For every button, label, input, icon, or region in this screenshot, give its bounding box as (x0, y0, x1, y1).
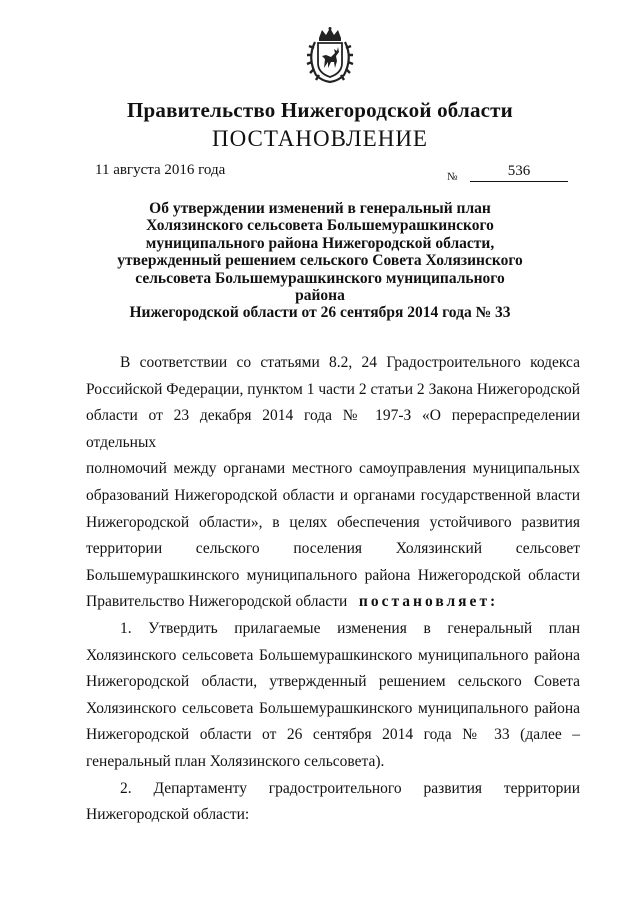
decree-word: постановляет: (358, 593, 499, 611)
title-line: Нижегородской области от 26 сентября 2014 года № 33 (129, 304, 511, 322)
preamble-paragraph (86, 350, 580, 616)
text-line: образований Нижегородской области и органами государственной власти (86, 486, 580, 504)
text-line: Нижегородской области: (86, 806, 250, 824)
text-line: Нижегородской области, утвержденный решением сельского Совета (86, 673, 580, 691)
text-line: полномочий между органами местного самоуправления муниципальных (86, 460, 580, 478)
document-body (86, 350, 580, 829)
document-title (110, 200, 530, 322)
text-line: Большемурашкинского муниципального района Нижегородской области (86, 566, 580, 584)
text-line: Холязинского сельсовета Большемурашкинского муниципального района (86, 699, 580, 717)
title-line: Холязинского сельсовета Большемурашкинского (146, 217, 494, 235)
document-date: 11 августа 2016 года (95, 162, 226, 178)
text-line: области от 23 декабря 2014 года № 197-З «О перераспределении отдельных (86, 407, 580, 451)
government-name: Правительство Нижегородской области (86, 593, 348, 611)
coat-of-arms-icon (302, 26, 358, 84)
number-label: № (447, 171, 458, 183)
title-line: Об утверждении изменений в генеральный план (149, 200, 491, 217)
item-2-paragraph (86, 776, 580, 829)
document-number: 536 (470, 162, 568, 182)
item-1-paragraph (86, 616, 580, 776)
text-line: 1. Утвердить прилагаемые изменения в генеральный план (120, 619, 580, 637)
text-line: Нижегородской области», в целях обеспечения устойчивого развития (86, 513, 580, 531)
document-type: ПОСТАНОВЛЕНИЕ (212, 126, 428, 151)
title-line: муниципального района Нижегородской области, (145, 234, 495, 252)
text-line: генеральный план Холязинского сельсовета). (86, 752, 385, 770)
text-line: Нижегородской области от 26 сентября 2014 года № 33 (далее – (86, 726, 580, 744)
text-line: 2. Департаменту градостроительного развития территории (120, 779, 580, 797)
text-line: Российской Федерации, пунктом 1 части 2 статьи 2 Закона Нижегородской (86, 380, 580, 398)
title-line: утвержденный решением сельского Совета Холязинского (117, 252, 523, 270)
text-line: В соответствии со статьями 8.2, 24 Градостроительного кодекса (120, 354, 580, 371)
title-line: сельсовета Большемурашкинского муниципального района (135, 269, 505, 305)
text-line (86, 593, 498, 610)
text-line: Холязинского сельсовета Большемурашкинского муниципального района (86, 646, 580, 664)
text-line: территории сельского поселения Холязинский сельсовет (86, 540, 580, 558)
organization-name: Правительство Нижегородской области (127, 98, 513, 122)
